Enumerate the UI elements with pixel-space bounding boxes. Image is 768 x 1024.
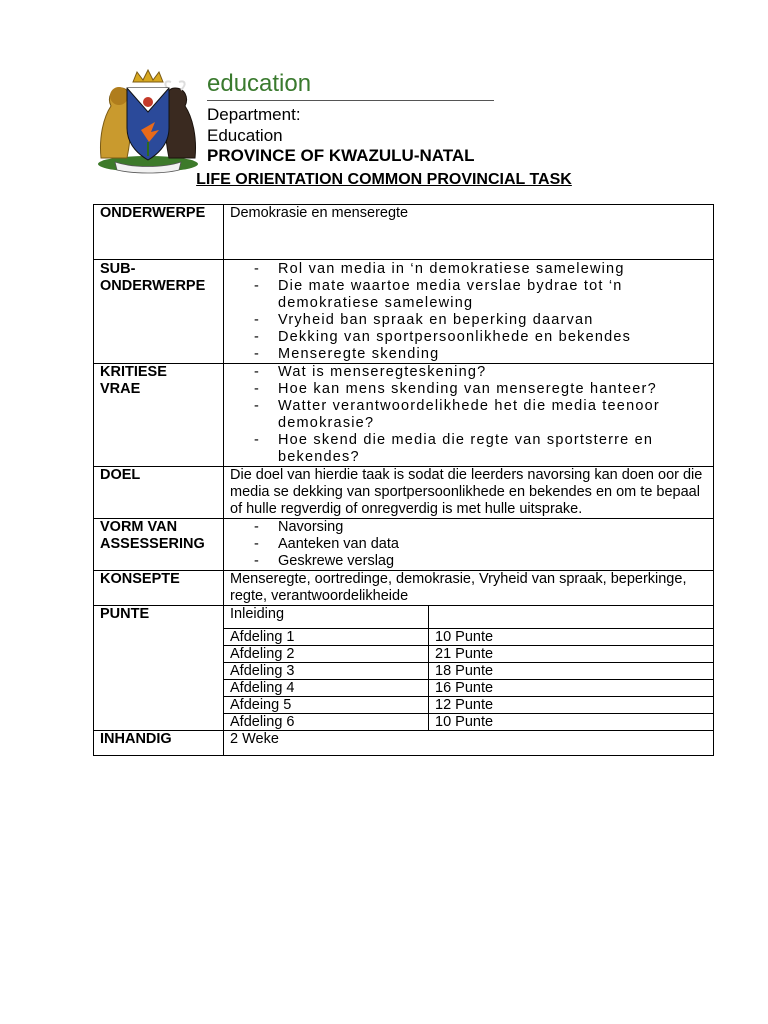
row-kritiese-vrae [94, 364, 714, 467]
label-sub-line-1: SUB- [100, 261, 136, 277]
value-konsepte: Menseregte, oortredinge, demokrasie, Vryheid van spraak, beperkinge, regte, verantwoordelikheide [224, 571, 714, 606]
row-sub-onderwerpe [94, 260, 714, 364]
value-punte [224, 606, 714, 731]
label-punte: PUNTE [94, 606, 224, 731]
section-points: 21 Punte [429, 646, 714, 663]
label-sub-line-2: ONDERWERPE [100, 278, 206, 294]
section-name: Afdeing 5 [224, 697, 429, 714]
section-points: 18 Punte [429, 663, 714, 680]
education-wordmark: education [207, 70, 312, 97]
coat-of-arms-icon [93, 68, 203, 176]
list-item: - Wat is menseregteskening? [254, 364, 713, 381]
sub-onderwerpe-list [230, 261, 713, 363]
department-name [207, 104, 301, 146]
punte-intro: Inleiding [224, 606, 429, 629]
row-doel [94, 467, 714, 519]
value-inhandig: 2 Weke [224, 731, 714, 756]
label-vorm-line-1: VORM VAN [100, 519, 178, 535]
province-name: PROVINCE OF KWAZULU-NATAL [207, 146, 475, 165]
department-line-1: Department: [207, 105, 301, 124]
section-points: 10 Punte [435, 714, 494, 730]
section-name: Afdeling 1 [224, 629, 429, 646]
table-row [224, 714, 713, 731]
list-item: - Watter verantwoordelikhede het die media teenoor demokrasie? [254, 398, 713, 432]
value-onderwerpe: Demokrasie en menseregte [224, 205, 714, 260]
label-konsepte: KONSEPTE [94, 571, 224, 606]
label-onderwerpe: ONDERWERPE [94, 205, 224, 260]
section-name: Afdeling 6 [224, 714, 429, 731]
list-item: - Dekking van sportpersoonlikhede en bekendes [254, 329, 713, 346]
list-item: - Hoe kan mens skending van menseregte hanteer? [254, 381, 713, 398]
label-kritiese-line-1: KRITIESE [100, 364, 167, 380]
value-doel: Die doel van hierdie taak is sodat die leerders navorsing kan doen oor die media se dekking van sportpersoonlikhede en bekendes en om te bepaal of hulle regverdig of onregverdig is met hulle uitsprake. [224, 467, 714, 519]
letterhead [93, 68, 495, 176]
table-row [224, 663, 713, 680]
list-item: - Rol van media in ‘n demokratiese samelewing [254, 261, 713, 278]
section-points: 10 Punte [429, 629, 714, 646]
punte-table [224, 606, 713, 730]
row-inhandig [94, 731, 714, 756]
row-punte [94, 606, 714, 731]
department-line-2: Education [207, 126, 283, 145]
label-kritiese-line-2: VRAE [100, 381, 141, 397]
list-item: - Aanteken van data [254, 536, 713, 553]
vorm-list [230, 519, 713, 570]
label-kritiese-vrae [94, 364, 224, 467]
value-kritiese-vrae [224, 364, 714, 467]
table-row [224, 606, 713, 629]
label-doel: DOEL [94, 467, 224, 519]
label-inhandig: INHANDIG [94, 731, 224, 756]
section-name: Afdeling 3 [224, 663, 429, 680]
label-sub-onderwerpe [94, 260, 224, 364]
list-item: - Hoe skend die media die regte van sportsterre en bekendes? [254, 432, 713, 466]
list-item: - Die mate waartoe media verslae bydrae tot ‘n demokratiese samelewing [254, 278, 713, 312]
list-item: - Menseregte skending [254, 346, 713, 363]
list-item: - Geskrewe verslag [254, 553, 713, 570]
label-vorm-line-2: ASSESSERING [100, 536, 205, 552]
list-item: - Navorsing [254, 519, 713, 536]
list-item: - Vryheid ban spraak en beperking daarvan [254, 312, 713, 329]
row-konsepte [94, 571, 714, 606]
document-title: LIFE ORIENTATION COMMON PROVINCIAL TASK [196, 171, 572, 188]
table-row [224, 629, 713, 646]
section-name: Afdeling 2 [224, 646, 429, 663]
task-table [93, 204, 714, 756]
section-points: 12 Punte [429, 697, 714, 714]
value-vorm-van-assessering [224, 519, 714, 571]
table-row [224, 680, 713, 697]
table-row [224, 697, 713, 714]
section-points: 16 Punte [429, 680, 714, 697]
kritiese-vrae-list [230, 364, 713, 466]
row-vorm-van-assessering [94, 519, 714, 571]
table-row [224, 646, 713, 663]
header-rule [207, 100, 494, 101]
label-vorm-van-assessering [94, 519, 224, 571]
row-onderwerpe [94, 205, 714, 260]
value-sub-onderwerpe [224, 260, 714, 364]
punte-intro-blank [429, 606, 714, 629]
section-name: Afdeling 4 [224, 680, 429, 697]
